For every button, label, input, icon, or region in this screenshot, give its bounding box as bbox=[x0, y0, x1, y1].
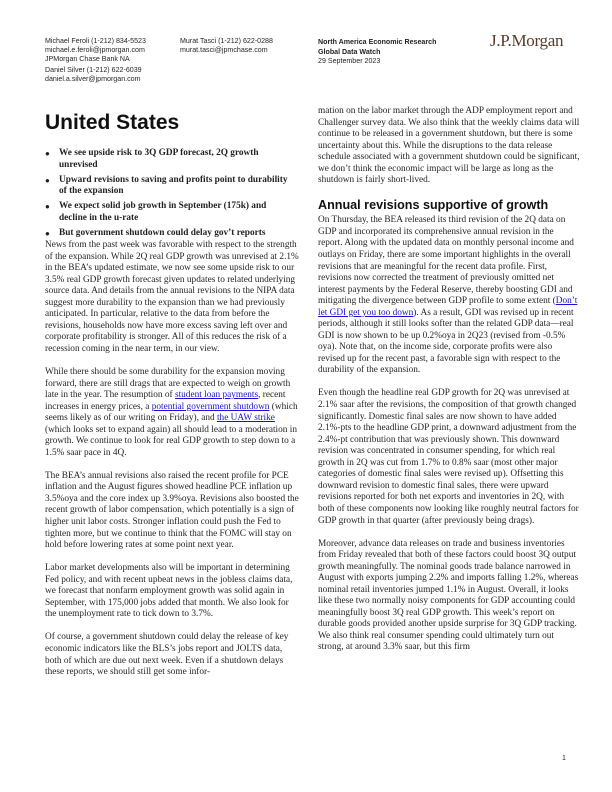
paragraph: News from the past week was favorable with respect to the strength of the expansion. While 2Q real GDP growth was unrevised at 2.1% in the BEA’s updated estimate, we now see some upside risk to our 3.5% real GDP growth forecast given updates to related underlying source data. And details from the annual revisions to the NIPA data suggest more durability to the expansion than we had previously anticipated. In particular, relative to the data from before the revisions, households now have more excess saving left over and corporate profitability is stronger. All of this reduces the risk of a recession coming in the near term, in our view. bbox=[45, 240, 299, 354]
page-number: 1 bbox=[562, 755, 566, 762]
paragraph: Labor market developments also will be important in determining Fed policy, and with recent upbeat news in the jobless claims data, we forecast that nonfarm employment growth was solid again in September, with 175,000 jobs added that month. We also look for the unemployment rate to tick down to 3.7%. bbox=[45, 563, 293, 620]
paragraph: mation on the labor market through the ADP employment report and Challenger survey data. We also think that the weekly claims data will continue to be released in a government shutdown, but there is some uncertainty about this. While the disruptions to the data release schedule associated with a government shutdown could be significant, we don’t think the economic impact will be large as long as the shutdown is fairly short-lived. bbox=[318, 106, 580, 186]
right-column bbox=[318, 106, 580, 666]
publication-date: 29 September 2023 bbox=[318, 57, 381, 65]
analyst-contact-tasci bbox=[180, 37, 273, 55]
paragraph: Of course, a government shutdown could delay the release of key economic indicators like the BLS’s jobs report and JOLTS data, both of which are due out next week. Even if a shutdown delays these reports, we should still get some infor- bbox=[45, 632, 289, 678]
bullet-icon: ● bbox=[45, 202, 50, 212]
analyst-contact-silver bbox=[45, 66, 142, 84]
analyst-entity: JPMorgan Chase Bank NA bbox=[45, 55, 130, 64]
key-point: ● We expect solid job growth in September (175k) and decline in the u-rate bbox=[45, 201, 267, 223]
left-column bbox=[45, 240, 300, 690]
analyst-name-phone: Murat Tasci (1-212) 622-0288 bbox=[180, 37, 273, 45]
paragraph: On Thursday, the BEA released its third revision of the 2Q data on GDP and incorporated its comprehensive annual revision in the report. Along with the updated data on monthly personal income and outlays on Friday, there are some important highlights in the overall revisions that are meaningful for the recent data profile. First, revisions now corrected the treatment of previously omitted net interest payments by the Federal Reserve, thereby boosting GDI and mitigating the divergence between GDP profile to some extent (Don’t let GDI get you too down). As a result, GDI was revised up in recent periods, although it still looks softer than the related GDP data—real GDI is now shown to be up 0.2%oya in 2Q23 (revised from -0.5% oya). Note that, on the income side, corporate profits were also revised up for the recent past, a favorable sign with respect to the durability of the expansion. bbox=[318, 215, 578, 376]
link-dont-let-gdi-get-you-down[interactable]: Don’t let GDI get you too down bbox=[318, 296, 578, 318]
report-info bbox=[318, 37, 436, 65]
analyst-email: michael.e.feroli@jpmorgan.com bbox=[45, 46, 145, 55]
key-points-list bbox=[45, 148, 295, 243]
analyst-name-phone: Michael Feroli (1-212) 834-5523 bbox=[45, 37, 146, 45]
link-student-loan-payments[interactable]: student loan payments bbox=[174, 390, 259, 401]
paragraph: While there should be some durability for the expansion moving forward, there are still drags that are expected to weigh on growth late in the year. The resumption of student loan payments, recent increases in energy prices, a potential government shutdown (which seems likely as of our writing on Friday), and the UAW strike (which looks set to expand again) all should lead to a moderation in growth. We continue to look for real GDP growth to step down to a 1.5% saar pace in 4Q. bbox=[45, 366, 298, 458]
key-point: ● Upward revisions to saving and profits point to durability of the expansion bbox=[45, 174, 288, 197]
key-point: ● But government shutdown could delay gov’t reports bbox=[45, 227, 266, 238]
jpmorgan-logo: J.P.Morgan bbox=[490, 31, 564, 50]
link-uaw-strike[interactable]: the UAW strike bbox=[216, 413, 275, 424]
analyst-email: murat.tasci@jpmchase.com bbox=[180, 46, 268, 55]
publication-name: Global Data Watch bbox=[318, 48, 381, 56]
bullet-icon: ● bbox=[45, 149, 50, 158]
paragraph: Even though the headline real GDP growth for 2Q was unrevised at 2.1% saar after the revisions, the composition of that growth changed significantly. Domestic final sales are now shown to have added 2.1%-pts to the headline GDP print, a downward adjustment from the 2.4%-pt contribution that was previously shown. This downward revision was concentrated in consumer spending, for which real growth in 2Q was cut from 1.7% to 0.8% saar (most other major categories of domestic final sales were revised up). Offsetting this downward revision to domestic final sales, there were upward revisions reported for both net exports and inventories in 2Q, with both of these components now looking like roughly neutral factors for GDP growth in that quarter (after previously being drags). bbox=[318, 388, 579, 526]
bullet-icon: ● bbox=[45, 175, 50, 185]
paragraph: The BEA’s annual revisions also raised the recent profile for PCE inflation and the August figures showed headline PCE inflation up 3.5%oya and the core index up 3.9%oya. Revisions also boosted the recent growth of labor compensation, which potentially is a sign of higher unit labor costs. Stronger inflation could push the Fed to tighten more, but we continue to think that the FOMC will stay on hold before lowering rates at some point next year. bbox=[45, 470, 299, 551]
research-division: North America Economic Research bbox=[318, 38, 437, 46]
analyst-email: daniel.a.silver@jpmorgan.com bbox=[45, 75, 141, 84]
paragraph: Moreover, advance data releases on trade and business inventories from Friday revealed that both of these factors could boost 3Q output growth meaningfully. The nominal goods trade balance narrowed in August with exports jumping 2.2% and imports falling 1.2%, whereas nominal retail inventories jumped 1.1% in August. Overall, it looks like these two normally noisy components for GDP accounting could meaningfully boost 3Q real GDP growth. This week’s report on durable goods provided another upside surprise for 3Q GDP tracking. We also think real consumer spending could ultimately turn out strong, at around 3.3% saar, but this firm bbox=[318, 538, 579, 653]
key-point: ● We see upside risk to 3Q GDP forecast, 2Q growth unrevised bbox=[45, 148, 259, 170]
bullet-icon: ● bbox=[45, 228, 50, 238]
link-potential-government-shutdown[interactable]: potential government shutdown bbox=[151, 401, 270, 412]
section-heading: Annual revisions supportive of growth bbox=[318, 198, 549, 213]
analyst-contact-feroli bbox=[45, 37, 146, 64]
page-title: United States bbox=[45, 111, 180, 134]
analyst-name-phone: Daniel Silver (1-212) 622-6039 bbox=[45, 66, 142, 74]
